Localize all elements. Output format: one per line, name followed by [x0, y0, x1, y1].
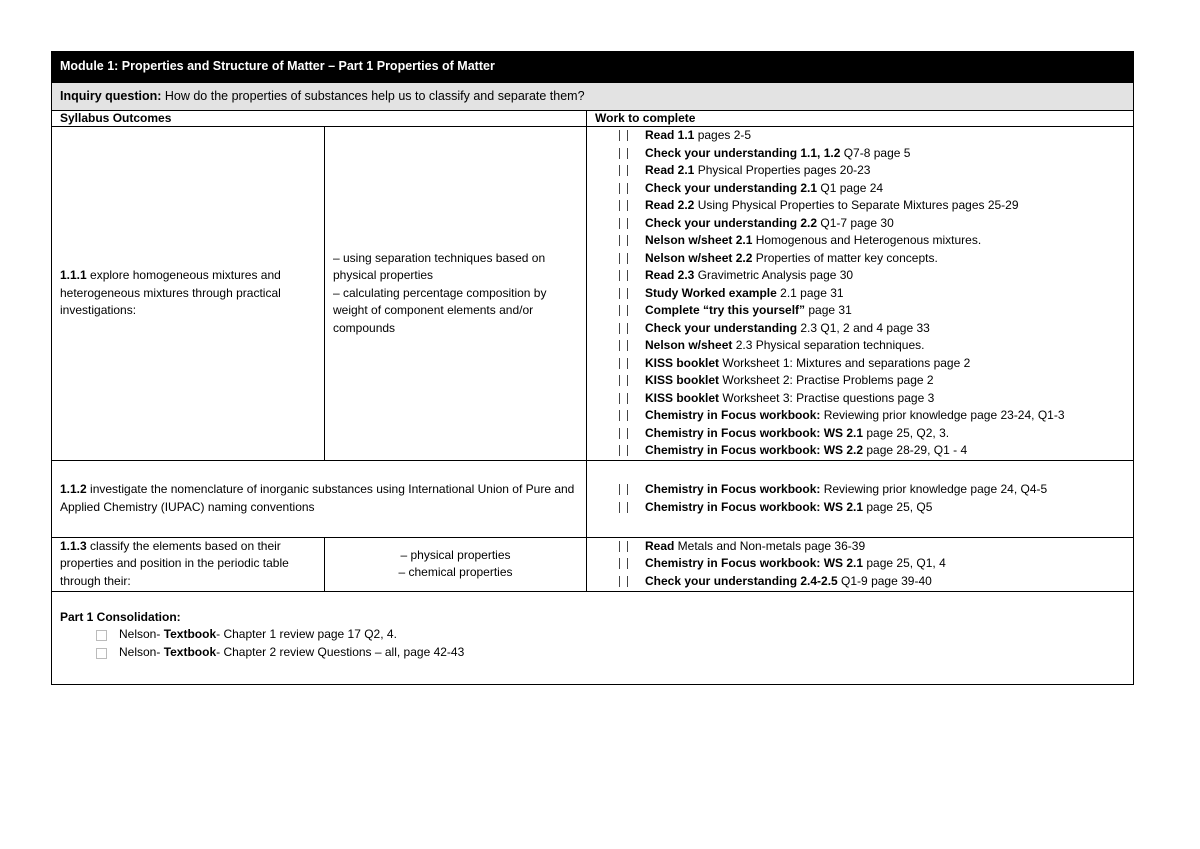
task-bold: Read 2.3 — [645, 268, 695, 282]
task-text: Reviewing prior knowledge page 24, Q4-5 — [820, 482, 1048, 496]
checkbox-icon[interactable] — [619, 576, 630, 587]
checkbox-icon[interactable] — [619, 375, 630, 386]
checkbox-icon[interactable] — [619, 393, 630, 404]
task-bold: Read — [645, 538, 675, 553]
page — [51, 51, 1133, 685]
task-text: page 28-29, Q1 - 4 — [863, 443, 968, 457]
task-item — [619, 215, 1125, 233]
consolidation-item — [86, 644, 1125, 662]
detail-cell — [325, 537, 587, 591]
checkbox-icon[interactable] — [619, 130, 630, 141]
task-item — [619, 197, 1125, 215]
detail-item: – physical properties — [400, 547, 511, 562]
task-text: 2.3 Q1, 2 and 4 page 33 — [797, 320, 930, 335]
task-list — [595, 481, 1125, 516]
checkbox-icon[interactable] — [619, 428, 630, 439]
task-bold: Nelson w/sheet 2.2 — [645, 250, 753, 265]
task-item — [619, 481, 1125, 499]
task-text: Physical Properties pages 20-23 — [694, 163, 871, 177]
task-text: Homogenous and Heterogenous mixtures. — [752, 233, 982, 247]
outcome-text: explore homogeneous mixtures and heterogeneous mixtures through practical investigations: — [60, 268, 281, 317]
detail-item: – chemical properties — [398, 565, 513, 579]
checkbox-icon[interactable] — [619, 183, 630, 194]
checkbox-icon[interactable] — [619, 323, 630, 334]
tasks-cell — [587, 460, 1134, 537]
outcome-row-1 — [52, 127, 1134, 461]
task-list — [595, 127, 1125, 460]
checkbox-icon[interactable] — [619, 165, 630, 176]
title-row — [52, 52, 1134, 83]
checkbox-icon[interactable] — [619, 484, 630, 495]
task-text: Worksheet 3: Practise questions page 3 — [719, 390, 935, 405]
checkbox-icon[interactable] — [619, 445, 630, 456]
task-bold: Study Worked example — [645, 285, 777, 300]
task-item — [619, 127, 1125, 145]
task-item — [619, 555, 1125, 573]
task-bold: KISS booklet — [645, 373, 720, 387]
detail-item: – calculating percentage composition by weight of component elements and/or compounds — [333, 285, 547, 335]
task-item — [619, 180, 1125, 198]
tasks-cell — [587, 127, 1134, 461]
task-item — [619, 162, 1125, 180]
inquiry-label: Inquiry question: — [60, 88, 162, 103]
checkbox-icon[interactable] — [619, 305, 630, 316]
detail-cell — [325, 127, 587, 461]
task-item — [619, 573, 1125, 591]
item-prefix: Nelson- — [119, 627, 164, 641]
checkbox-icon[interactable] — [96, 630, 107, 641]
outcome-code: 1.1.2 — [60, 482, 87, 496]
task-bold: Check your understanding 1.1, 1.2 — [645, 145, 841, 160]
outcome-code: 1.1.1 — [60, 268, 87, 282]
outcome-text: investigate the nomenclature of inorganic substances using International Union of Pure and Applied Chemistry (IUPAC) naming conventions — [60, 482, 575, 514]
checkbox-icon[interactable] — [619, 270, 630, 281]
checkbox-icon[interactable] — [619, 200, 630, 211]
outcome-code: 1.1.3 — [60, 538, 87, 553]
inquiry-row — [52, 83, 1134, 111]
outcome-text: classify the elements based on their properties and position in the periodic table through their: — [60, 538, 289, 588]
checkbox-icon[interactable] — [619, 253, 630, 264]
task-item — [619, 538, 1125, 556]
task-text: Gravimetric Analysis page 30 — [694, 268, 854, 282]
consolidation-list — [60, 626, 1125, 661]
item-text: - Chapter 1 review page 17 Q2, 4. — [216, 627, 397, 641]
checkbox-icon[interactable] — [619, 148, 630, 159]
consolidation-item — [86, 626, 1125, 644]
task-bold: KISS booklet — [645, 390, 720, 405]
task-item — [619, 302, 1125, 320]
header-row — [52, 111, 1134, 127]
task-bold: Chemistry in Focus workbook: — [645, 408, 821, 422]
task-text: pages 2-5 — [694, 128, 752, 142]
task-item — [619, 267, 1125, 285]
checkbox-icon[interactable] — [619, 541, 630, 552]
task-item — [619, 355, 1125, 373]
task-item — [619, 499, 1125, 517]
checkbox-icon[interactable] — [619, 235, 630, 246]
task-bold: Read 1.1 — [645, 128, 695, 142]
checkbox-icon[interactable] — [619, 410, 630, 421]
checkbox-icon[interactable] — [96, 648, 107, 659]
task-bold: Read 2.2 — [645, 198, 695, 212]
task-text: Properties of matter key concepts. — [752, 250, 938, 265]
task-bold: Nelson w/sheet 2.1 — [645, 233, 753, 247]
inquiry-text: How do the properties of substances help us to classify and separate them? — [161, 88, 585, 103]
task-item — [619, 337, 1125, 355]
consolidation-cell — [52, 591, 1134, 684]
outcome-cell — [52, 460, 587, 537]
task-text: Reviewing prior knowledge page 23-24, Q1-3 — [820, 408, 1065, 422]
task-text: Q1-9 page 39-40 — [837, 573, 932, 588]
task-item — [619, 285, 1125, 303]
item-bold: Textbook — [163, 644, 217, 659]
detail-item: – using separation techniques based on physical properties — [333, 250, 546, 282]
task-text: 2.1 page 31 — [776, 285, 844, 300]
task-text: Q1 page 24 — [817, 180, 884, 195]
task-item — [619, 390, 1125, 408]
task-text: Q1-7 page 30 — [817, 215, 894, 230]
checkbox-icon[interactable] — [619, 218, 630, 229]
consolidation-title: Part 1 Consolidation: — [60, 609, 181, 624]
task-item — [619, 145, 1125, 163]
header-work: Work to complete — [587, 111, 1134, 127]
item-prefix: Nelson- — [119, 644, 164, 659]
header-outcomes: Syllabus Outcomes — [52, 111, 587, 127]
consolidation-row — [52, 591, 1134, 684]
item-text: - Chapter 2 review Questions – all, page 42-43 — [216, 644, 465, 659]
task-text: Worksheet 1: Mixtures and separations page 2 — [719, 355, 971, 370]
task-bold: Check your understanding 2.2 — [645, 215, 818, 230]
task-bold: Nelson w/sheet — [645, 338, 733, 352]
task-bold: Chemistry in Focus workbook: WS 2.1 — [645, 556, 864, 571]
inquiry-question — [52, 83, 1134, 111]
task-bold: Read 2.1 — [645, 163, 695, 177]
checkbox-icon[interactable] — [619, 558, 630, 569]
task-bold: Check your understanding 2.4-2.5 — [645, 573, 838, 588]
checkbox-icon[interactable] — [619, 502, 630, 513]
task-item — [619, 372, 1125, 390]
task-list — [595, 538, 1125, 591]
task-bold: Chemistry in Focus workbook: WS 2.1 — [645, 425, 864, 440]
outcome-cell — [52, 127, 325, 461]
outcome-cell — [52, 537, 325, 591]
checkbox-icon[interactable] — [619, 288, 630, 299]
outcome-row-2 — [52, 460, 1134, 537]
task-item — [619, 407, 1125, 425]
task-text: Using Physical Properties to Separate Mixtures pages 25-29 — [694, 198, 1019, 212]
task-bold: Chemistry in Focus workbook: WS 2.2 — [645, 443, 864, 457]
task-item — [619, 425, 1125, 443]
task-bold: Chemistry in Focus workbook: WS 2.1 — [645, 499, 864, 514]
checkbox-icon[interactable] — [619, 358, 630, 369]
task-bold: KISS booklet — [645, 355, 720, 370]
task-text: Metals and Non-metals page 36-39 — [674, 538, 866, 553]
outcome-row-3 — [52, 537, 1134, 591]
task-text: 2.3 Physical separation techniques. — [732, 338, 925, 352]
task-text: Worksheet 2: Practise Problems page 2 — [719, 373, 934, 387]
task-bold: Check your understanding 2.1 — [645, 180, 818, 195]
task-text: page 25, Q1, 4 — [863, 556, 946, 571]
task-item — [619, 250, 1125, 268]
tasks-cell — [587, 537, 1134, 591]
item-bold: Textbook — [163, 627, 217, 641]
task-text: page 25, Q2, 3. — [863, 425, 950, 440]
module-title: Module 1: Properties and Structure of Matter – Part 1 Properties of Matter — [52, 52, 1134, 83]
task-bold: Chemistry in Focus workbook: — [645, 482, 821, 496]
module-table — [51, 51, 1134, 685]
task-bold: Check your understanding — [645, 320, 798, 335]
task-text: Q7-8 page 5 — [840, 145, 911, 160]
task-text: page 25, Q5 — [863, 499, 933, 514]
task-item — [619, 320, 1125, 338]
task-text: page 31 — [805, 303, 852, 317]
task-bold: Complete “try this yourself” — [645, 303, 806, 317]
task-item — [619, 232, 1125, 250]
task-item — [619, 442, 1125, 460]
checkbox-icon[interactable] — [619, 340, 630, 351]
